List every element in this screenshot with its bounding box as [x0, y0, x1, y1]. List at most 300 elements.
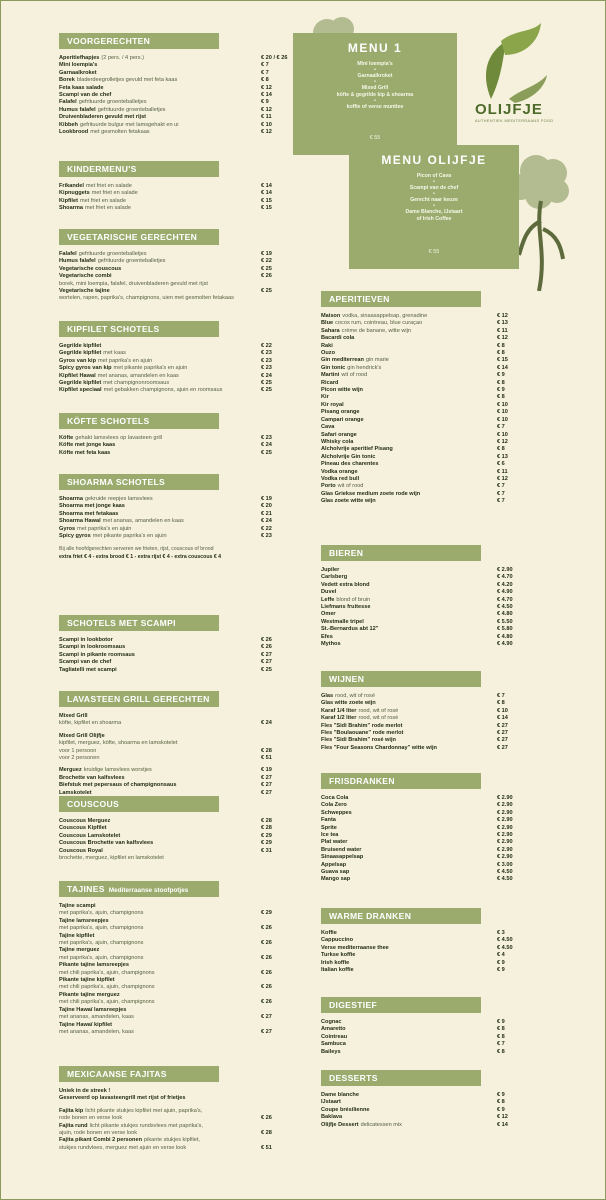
- brand-name: OLIJFJE: [475, 101, 543, 118]
- item-price: € 7: [497, 1041, 505, 1048]
- item-price: € 26: [261, 999, 272, 1006]
- menu-item: [321, 409, 521, 416]
- item-price: € 26: [261, 984, 272, 991]
- item-name: Fles "Boulaouane" rode merlot: [321, 730, 404, 737]
- menu-1-line: köfte & gegrilde kip & shoarma: [336, 92, 414, 98]
- item-name: Mixed Grill: [59, 713, 88, 719]
- item-price: € 9: [497, 1106, 505, 1113]
- menu-item: [59, 85, 291, 92]
- item-price: € 26: [261, 940, 272, 947]
- menu-item: [59, 450, 291, 457]
- item-price: € 8: [497, 342, 505, 349]
- item-name: Coupe brésilienne: [321, 1106, 370, 1113]
- item-description: licht pikante stukjes rundsvlees met paprika's,: [89, 1122, 203, 1129]
- item-name: Maison: [321, 313, 341, 319]
- item-description: met paprika's, ajuin, champignons: [59, 954, 144, 961]
- item-price: € 25: [261, 380, 272, 387]
- item-price: [261, 1095, 291, 1102]
- item-price: € 4: [497, 952, 505, 959]
- item-description: gin hendrick's: [347, 364, 382, 371]
- menu-item: [321, 802, 521, 809]
- item-name: Ice tea: [321, 832, 339, 839]
- menu-item: [59, 198, 291, 205]
- menu-item: [59, 840, 291, 847]
- menu-item: [321, 1026, 521, 1033]
- menu-item: [59, 713, 291, 720]
- menu-item: [321, 869, 521, 876]
- item-price: € 12: [497, 313, 508, 319]
- menu-item: [321, 1034, 521, 1041]
- item-price: € 8: [497, 394, 505, 401]
- menu-item: [59, 496, 291, 503]
- item-price: € 8: [497, 350, 505, 357]
- item-price: € 26: [261, 925, 272, 932]
- menu-item: [321, 737, 521, 744]
- item-description: rood, wit of rosé: [358, 707, 399, 714]
- menu-item: [59, 114, 291, 121]
- menu-item: [59, 940, 291, 947]
- item-description: kruidige lamsvlees worstjes: [83, 767, 152, 774]
- item-name: Dame blanche: [321, 1092, 359, 1098]
- item-price: € 27: [497, 737, 508, 744]
- item-price: € 2.90: [497, 802, 513, 809]
- item-description: brochette, merguez, kipfilet en lamskotelet: [59, 855, 164, 862]
- menu-1-line: Mini loempia's: [357, 61, 393, 67]
- item-name: Karaf 1/2 liter: [321, 715, 357, 722]
- menu-item: [59, 358, 291, 365]
- item-description: voor 1 persoon: [59, 747, 97, 754]
- menu-item: [59, 910, 291, 917]
- extras-note: extra friet € 4 - extra brood € 1 - extra rijst € 4 - extra couscous € 4: [59, 553, 222, 560]
- menu-item: [59, 350, 291, 357]
- item-price: € 13: [497, 320, 508, 327]
- item-name: Köfte met jonge kaas: [59, 442, 116, 449]
- menu-item: [59, 1022, 291, 1029]
- menu-item: [321, 619, 521, 626]
- item-price: € 10: [497, 431, 508, 438]
- item-price: € 4.90: [497, 641, 513, 648]
- section-desserts: [321, 1070, 521, 1129]
- item-name: Mixed Grill Olijfje: [59, 732, 105, 739]
- menu-item: [321, 693, 521, 700]
- item-name: Druivenbladeren gevuld met rijst: [59, 114, 147, 121]
- item-name: Sambuca: [321, 1041, 346, 1048]
- item-name: Shoarma met jonge kaas: [59, 503, 125, 510]
- section-title: WIJNEN: [329, 674, 365, 684]
- section-voorgerechten: [59, 33, 291, 136]
- menu-olijfje-line: Dame Blanche, IJstaart: [405, 209, 463, 215]
- item-price: € 10: [497, 401, 508, 408]
- item-name: Whisky cola: [321, 438, 354, 445]
- item-price: € 27: [497, 744, 508, 751]
- item-name: Sprite: [321, 824, 337, 831]
- item-name: Scampi in pikante roomsaus: [59, 651, 135, 658]
- section-title: DESSERTS: [329, 1073, 378, 1083]
- menu-item: [321, 700, 521, 707]
- section-heading: [59, 161, 219, 177]
- menu-item: [59, 825, 291, 832]
- menu-1-line: koffie of verse munttee: [346, 104, 404, 110]
- menu-item: [59, 748, 291, 755]
- item-name: Karaf 1/4 liter: [321, 707, 357, 714]
- section-heading: [59, 881, 219, 897]
- item-price: [261, 992, 291, 999]
- menu-item: [321, 810, 521, 817]
- menu-item: [321, 454, 521, 461]
- menu-item: [59, 373, 291, 380]
- item-price: € 4.50: [497, 876, 513, 883]
- item-name: Efes: [321, 633, 333, 640]
- item-name: Pikante tajine lamsreepjes: [59, 962, 129, 969]
- item-name: IJstaart: [321, 1099, 341, 1106]
- item-name: Turkse koffie: [321, 952, 356, 959]
- section-heading: [59, 321, 219, 337]
- section-title: WARME DRANKEN: [329, 911, 412, 921]
- item-price: [261, 1088, 291, 1095]
- item-name: Lookbrood: [59, 129, 89, 136]
- menu-1-line: Garnaalkroket: [357, 73, 393, 79]
- item-description: voor 2 personen: [59, 755, 100, 762]
- menu-item: [321, 387, 521, 394]
- item-price: [261, 977, 291, 984]
- section-title: KINDERMENU'S: [67, 164, 137, 174]
- item-name: Gegrilde kipfilet: [59, 350, 102, 357]
- menu-item: [321, 567, 521, 574]
- item-description: gehakt lamsvlees op lavasteen grill: [75, 435, 163, 441]
- item-price: € 19: [261, 251, 272, 257]
- item-description: met friet en salade: [91, 190, 138, 197]
- menu-item: [321, 343, 521, 350]
- menu-item: [321, 626, 521, 633]
- item-description: gekruide reepjes lamsvlees: [84, 496, 153, 502]
- menu-item: [321, 745, 521, 752]
- item-price: € 15: [497, 357, 508, 364]
- item-name: Verse mediterraanse thee: [321, 944, 389, 951]
- item-price: € 10: [497, 416, 508, 423]
- menu-item: [59, 918, 291, 925]
- item-price: € 2.90: [497, 839, 513, 846]
- item-name: Lamskotelet: [59, 789, 92, 796]
- item-name: St.-Bernardus abt 12": [321, 626, 379, 633]
- menu-item: [59, 273, 291, 280]
- item-price: € 28: [261, 818, 272, 824]
- menu-item: [321, 402, 521, 409]
- item-name: Spicy gyros van kip: [59, 365, 112, 372]
- item-name: Baklava: [321, 1114, 343, 1121]
- item-price: € 13: [497, 453, 508, 460]
- item-description: licht pikante stukjes kipfilet met ajuin, paprika's,: [85, 1107, 203, 1114]
- item-description: met ananas, amandelen en kaas: [102, 518, 184, 525]
- item-price: € 7: [261, 62, 269, 69]
- item-description: met chili paprika's, ajuin, champignons: [59, 984, 155, 991]
- item-price: € 8: [497, 1033, 505, 1040]
- section-heading: [59, 33, 219, 49]
- menu-item: [321, 357, 521, 364]
- item-price: € 9: [497, 967, 505, 974]
- item-name: Kir: [321, 394, 329, 401]
- item-price: € 10: [497, 409, 508, 416]
- item-description: delicatessen mix: [360, 1121, 402, 1128]
- item-name: Vedett extra blond: [321, 581, 370, 588]
- item-name: Picon witte wijn: [321, 387, 363, 394]
- section-shoarma-schotels: [59, 474, 291, 561]
- item-description: crème de banane, witte wijn: [341, 327, 412, 334]
- menu-item: [321, 854, 521, 861]
- menu-item: [321, 604, 521, 611]
- item-price: € 2.90: [497, 809, 513, 816]
- item-price: € 8: [497, 1099, 505, 1106]
- item-price: € 27: [261, 774, 272, 781]
- menu-item: [321, 380, 521, 387]
- menu-item: [321, 574, 521, 581]
- menu-item: [321, 952, 521, 959]
- item-price: € 27: [261, 789, 272, 796]
- menu-item: [59, 190, 291, 197]
- item-price: € 11: [261, 114, 272, 121]
- menu-item: [59, 62, 291, 69]
- item-name: Scampi in lookbotor: [59, 637, 113, 643]
- item-description: gefrituurde groenteballetjes: [97, 258, 166, 265]
- item-name: Sahara: [321, 327, 340, 334]
- menu-olijfje-card: MENU OLIJFJE Picon of Cava • Scampi van de chef • Gerecht naar keuze • Dame Blanche, IJstaart of Irish Coffee € 55: [349, 145, 519, 269]
- item-price: € 25: [261, 387, 272, 394]
- menu-1-title: MENU 1: [347, 41, 403, 55]
- menu-item: [321, 730, 521, 737]
- item-price: € 5.50: [497, 618, 513, 625]
- item-price: [261, 295, 291, 302]
- item-name: Glas: [321, 693, 334, 699]
- item-name: Westmalle tripel: [321, 618, 364, 625]
- menu-item: [59, 925, 291, 932]
- item-price: [261, 713, 291, 720]
- menu-olijfje-line: Scampi van de chef: [409, 185, 459, 191]
- item-description: met paprika's, ajuin, champignons: [59, 925, 144, 932]
- menu-item: [321, 937, 521, 944]
- item-name: Tajine merguez: [59, 947, 100, 954]
- item-name: Raki: [321, 342, 333, 349]
- item-name: Plat water: [321, 839, 348, 846]
- menu-item: [59, 833, 291, 840]
- item-price: € 4.80: [497, 611, 513, 618]
- menu-item: [321, 372, 521, 379]
- item-name: Bacardi cola: [321, 335, 355, 342]
- item-name: Liefmans fruitesse: [321, 604, 371, 611]
- item-price: € 28: [261, 825, 272, 832]
- item-name: Biefstuk met pepersaus of champignonsaus: [59, 782, 177, 789]
- item-name: Borek: [59, 77, 75, 84]
- item-price: [261, 1137, 291, 1144]
- menu-item: [321, 589, 521, 596]
- item-name: Gin mediterrean: [321, 357, 364, 364]
- item-name: Vegetarische tajine: [59, 288, 110, 295]
- menu-item: [321, 1122, 521, 1129]
- menu-item: [59, 755, 291, 762]
- menu-item: [321, 945, 521, 952]
- item-description: rood, wit of rosé: [335, 693, 375, 699]
- item-name: Glas Griekse medium zoete rode wijn: [321, 490, 421, 497]
- menu-item: [59, 977, 291, 984]
- menu-item: [321, 313, 521, 320]
- section-couscous: [59, 796, 291, 862]
- item-price: [261, 733, 291, 740]
- item-description: gefrituurde groenteballetjes: [78, 251, 147, 257]
- item-name: Geserveerd op lavasteengrill met rijst of frietjes: [59, 1095, 186, 1102]
- menu-item: [321, 1041, 521, 1048]
- item-name: Ricard: [321, 379, 339, 386]
- item-price: € 4.70: [497, 596, 513, 603]
- item-price: € 31: [261, 847, 272, 854]
- item-price: € 14: [261, 183, 272, 189]
- menu-item: [59, 1029, 291, 1036]
- item-name: Feta kaas salade: [59, 84, 104, 91]
- menu-item: [321, 641, 521, 648]
- item-name: Humus falafel: [59, 106, 96, 113]
- item-description: met chili paprika's, ajuin, champignons: [59, 999, 155, 1006]
- item-name: Schweppes: [321, 809, 352, 816]
- item-price: € 25: [261, 265, 272, 272]
- item-name: Fajita pikant Combi 2 personen: [59, 1137, 142, 1144]
- item-price: € 12: [497, 438, 508, 445]
- section-schotels-met-scampi: [59, 615, 291, 674]
- item-price: € 4.70: [497, 574, 513, 581]
- item-description: rode bonen en verse look: [59, 1115, 123, 1122]
- item-name: Tajine Hawaï kipfilet: [59, 1021, 113, 1028]
- section-kofte-schotels: [59, 413, 291, 457]
- item-price: € 4.80: [497, 633, 513, 640]
- item-name: Jupiler: [321, 567, 340, 573]
- item-price: € 4.50: [497, 937, 513, 944]
- item-price: € 12: [261, 106, 272, 113]
- item-name: Spicy gyros: [59, 533, 91, 540]
- menu-item: [59, 387, 291, 394]
- item-name: Couscous Brochette van kalfsvlees: [59, 840, 154, 847]
- menu-item: [321, 795, 521, 802]
- section-title: KIPFILET SCHOTELS: [67, 324, 160, 334]
- item-name: Shoarma: [59, 205, 83, 212]
- item-description: met ananas, amandelen en kaas: [97, 372, 179, 379]
- menu-item: [321, 1019, 521, 1026]
- menu-item: [59, 1137, 291, 1144]
- item-price: € 4.50: [497, 604, 513, 611]
- item-name: Porto: [321, 483, 336, 490]
- item-price: € 7: [497, 490, 505, 497]
- item-price: € 24: [261, 372, 272, 379]
- menu-item: [59, 818, 291, 825]
- item-name: Alcholvrije aperitief Pisang: [321, 446, 393, 453]
- item-name: Pikante tajine kipfilet: [59, 977, 115, 984]
- item-name: Duvel: [321, 589, 337, 596]
- item-name: Cointreau: [321, 1033, 348, 1040]
- section-heading: [321, 773, 481, 789]
- item-name: Baileys: [321, 1048, 341, 1055]
- item-description: vodka, sinaasappelsap, grenadine: [342, 313, 428, 319]
- item-name: Coca Cola: [321, 795, 349, 801]
- item-price: € 2.90: [497, 824, 513, 831]
- menu-item: [59, 855, 291, 862]
- section-kipfilet-schotels: [59, 321, 291, 395]
- item-name: Falafel: [59, 251, 77, 257]
- item-name: Fajita rund: [59, 1122, 88, 1129]
- section-wijnen: [321, 671, 521, 752]
- item-price: € 14: [261, 190, 272, 197]
- item-price: € 27: [497, 730, 508, 737]
- menu-olijfje-line: of Irish Coffee: [416, 216, 452, 222]
- item-price: € 14: [497, 1121, 508, 1128]
- menu-item: [321, 335, 521, 342]
- item-name: Couscous Kipfilet: [59, 825, 107, 832]
- item-description: gefrituurde groenteballetjes: [97, 106, 166, 113]
- menu-item: [321, 847, 521, 854]
- item-name: Cognac: [321, 1019, 342, 1025]
- item-price: € 7: [497, 424, 505, 431]
- menu-item: [321, 439, 521, 446]
- item-price: [261, 1007, 291, 1014]
- item-price: € 4.50: [497, 944, 513, 951]
- item-price: € 29: [261, 840, 272, 847]
- menu-item: [59, 767, 291, 774]
- item-price: € 24: [261, 518, 272, 525]
- item-name: Omer: [321, 611, 336, 618]
- item-name: Köfte: [59, 435, 74, 441]
- item-price: € 8: [261, 77, 269, 84]
- menu-item: [59, 129, 291, 136]
- menu-item: [321, 1092, 521, 1099]
- section-title: COUSCOUS: [67, 799, 120, 809]
- item-description: met paprika's en ajuin: [98, 357, 153, 364]
- item-description: met ananas, amandelen, kaas: [59, 1028, 134, 1035]
- menu-item: [321, 1099, 521, 1106]
- item-description: (2 pers. / 4 pers.): [101, 55, 145, 61]
- item-name: Martini: [321, 372, 340, 379]
- menu-1-line: Mixed Grill: [361, 85, 389, 91]
- section-title: VEGETARISCHE GERECHTEN: [67, 232, 198, 242]
- item-description: met kaas: [103, 350, 126, 357]
- item-name: Tajine scampi: [59, 903, 96, 909]
- item-description: ajuin, rode bonen en verse look: [59, 1130, 138, 1137]
- menu-item: [59, 652, 291, 659]
- menu-olijfje-title: MENU OLIJFJE: [381, 153, 487, 167]
- menu-item: [59, 955, 291, 962]
- item-price: € 4.20: [497, 581, 513, 588]
- menu-item: [59, 533, 291, 540]
- item-price: € 5.80: [497, 626, 513, 633]
- item-price: € 8: [497, 446, 505, 453]
- section-heading: [321, 671, 481, 687]
- menu-item: [321, 817, 521, 824]
- item-name: Pisang orange: [321, 409, 360, 416]
- item-name: Tajine Hawaï lamsreepjes: [59, 1006, 127, 1013]
- item-name: Vodka red bull: [321, 475, 360, 482]
- item-name: Ouzo: [321, 350, 335, 357]
- item-price: [261, 947, 291, 954]
- item-price: € 7: [261, 69, 269, 76]
- item-name: Olijfje Dessert: [321, 1121, 359, 1128]
- item-name: Appelsap: [321, 861, 347, 868]
- item-name: Gegrilde kipfilet: [59, 343, 102, 349]
- section-title: SHOARMA SCHOTELS: [67, 477, 166, 487]
- menu-olijfje-line: Picon of Cava: [416, 173, 452, 179]
- section-digestief: [321, 997, 521, 1056]
- item-price: € 28: [261, 747, 272, 754]
- menu-item: [321, 597, 521, 604]
- menu-item: [59, 511, 291, 518]
- item-price: € 22: [261, 343, 272, 349]
- item-description: met paprika's, ajuin, champignons: [59, 910, 144, 917]
- section-heading: [59, 1066, 219, 1082]
- brand-logo: [461, 19, 581, 149]
- item-name: Guava sap: [321, 869, 350, 876]
- section-heading: [321, 908, 481, 924]
